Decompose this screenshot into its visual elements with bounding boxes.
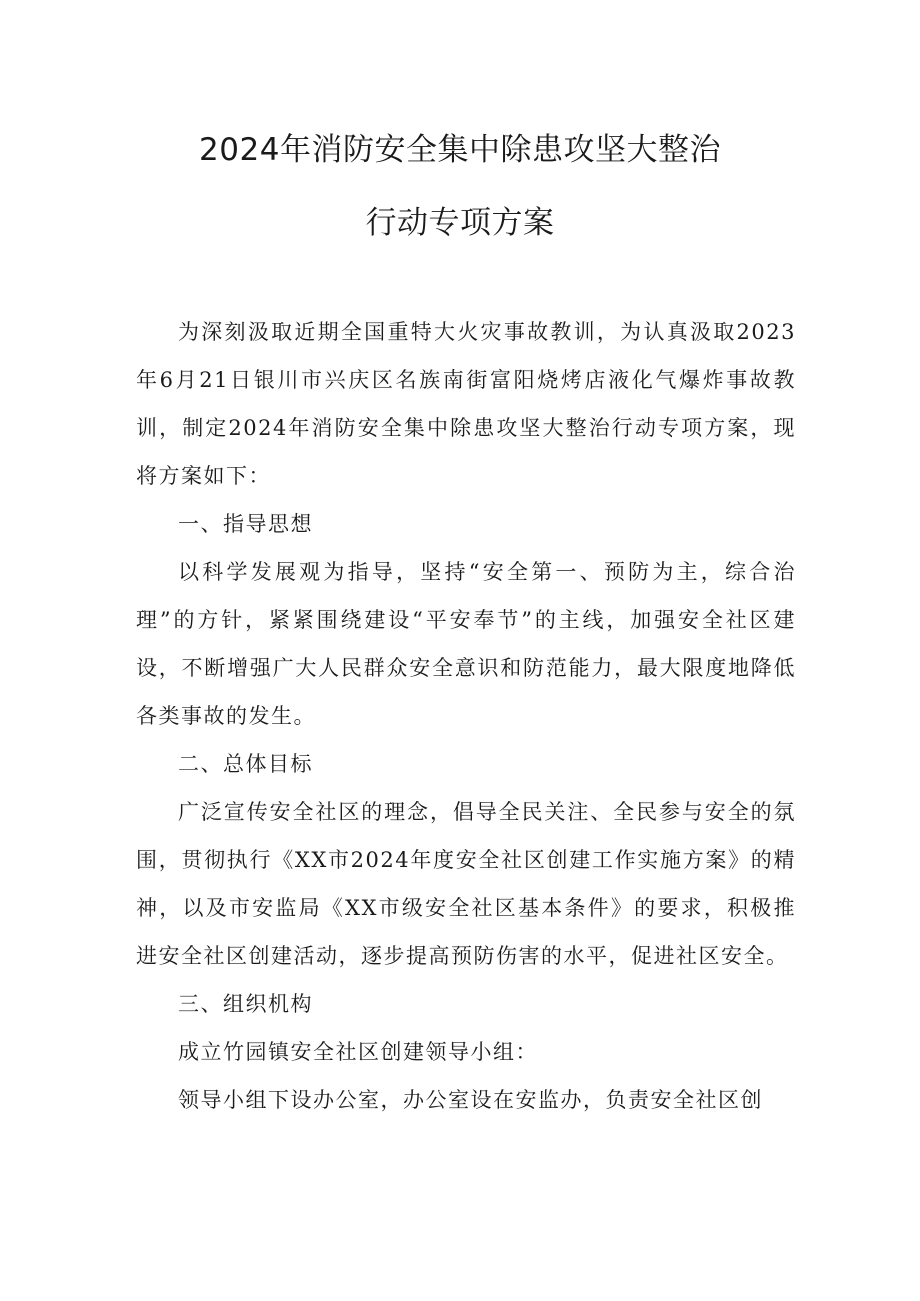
section-heading-organization: 三、组织机构 [178,992,313,1016]
section-heading-overall-goal: 二、总体目标 [178,752,313,776]
document-body [136,308,796,1124]
document-title-line-1: 2024年消防安全集中除患攻坚大整治 [199,132,721,168]
intro-paragraph: 为深刻汲取近期全国重特大火灾事故教训，为认真汲取2023年6月21日银川市兴庆区名族南街富阳烧烤店液化气爆炸事故教训，制定2024年消防安全集中除患攻坚大整治行动专项方案，现将方案如下： [136,320,796,488]
overall-goal-paragraph: 广泛宣传安全社区的理念，倡导全民关注、全民参与安全的氛围，贯彻执行《XX市2024年度安全社区创建工作实施方案》的精神，以及市安监局《XX市级安全社区基本条件》的要求，积极推进安全社区创建活动，逐步提高预防伤害的水平，促进社区安全。 [136,800,796,968]
organization-paragraph-2: 领导小组下设办公室，办公室设在安监办，负责安全社区创 [178,1088,763,1112]
organization-paragraph-1: 成立竹园镇安全社区创建领导小组： [178,1040,538,1064]
guiding-ideology-paragraph: 以科学发展观为指导，坚持“安全第一、预防为主，综合治理”的方针，紧紧围绕建设“平安奉节”的主线，加强安全社区建设，不断增强广大人民群众安全意识和防范能力，最大限度地降低各类事故的发生。 [136,560,796,728]
section-heading-guiding-ideology: 一、指导思想 [178,512,313,536]
document-title-line-2: 行动专项方案 [365,205,555,241]
